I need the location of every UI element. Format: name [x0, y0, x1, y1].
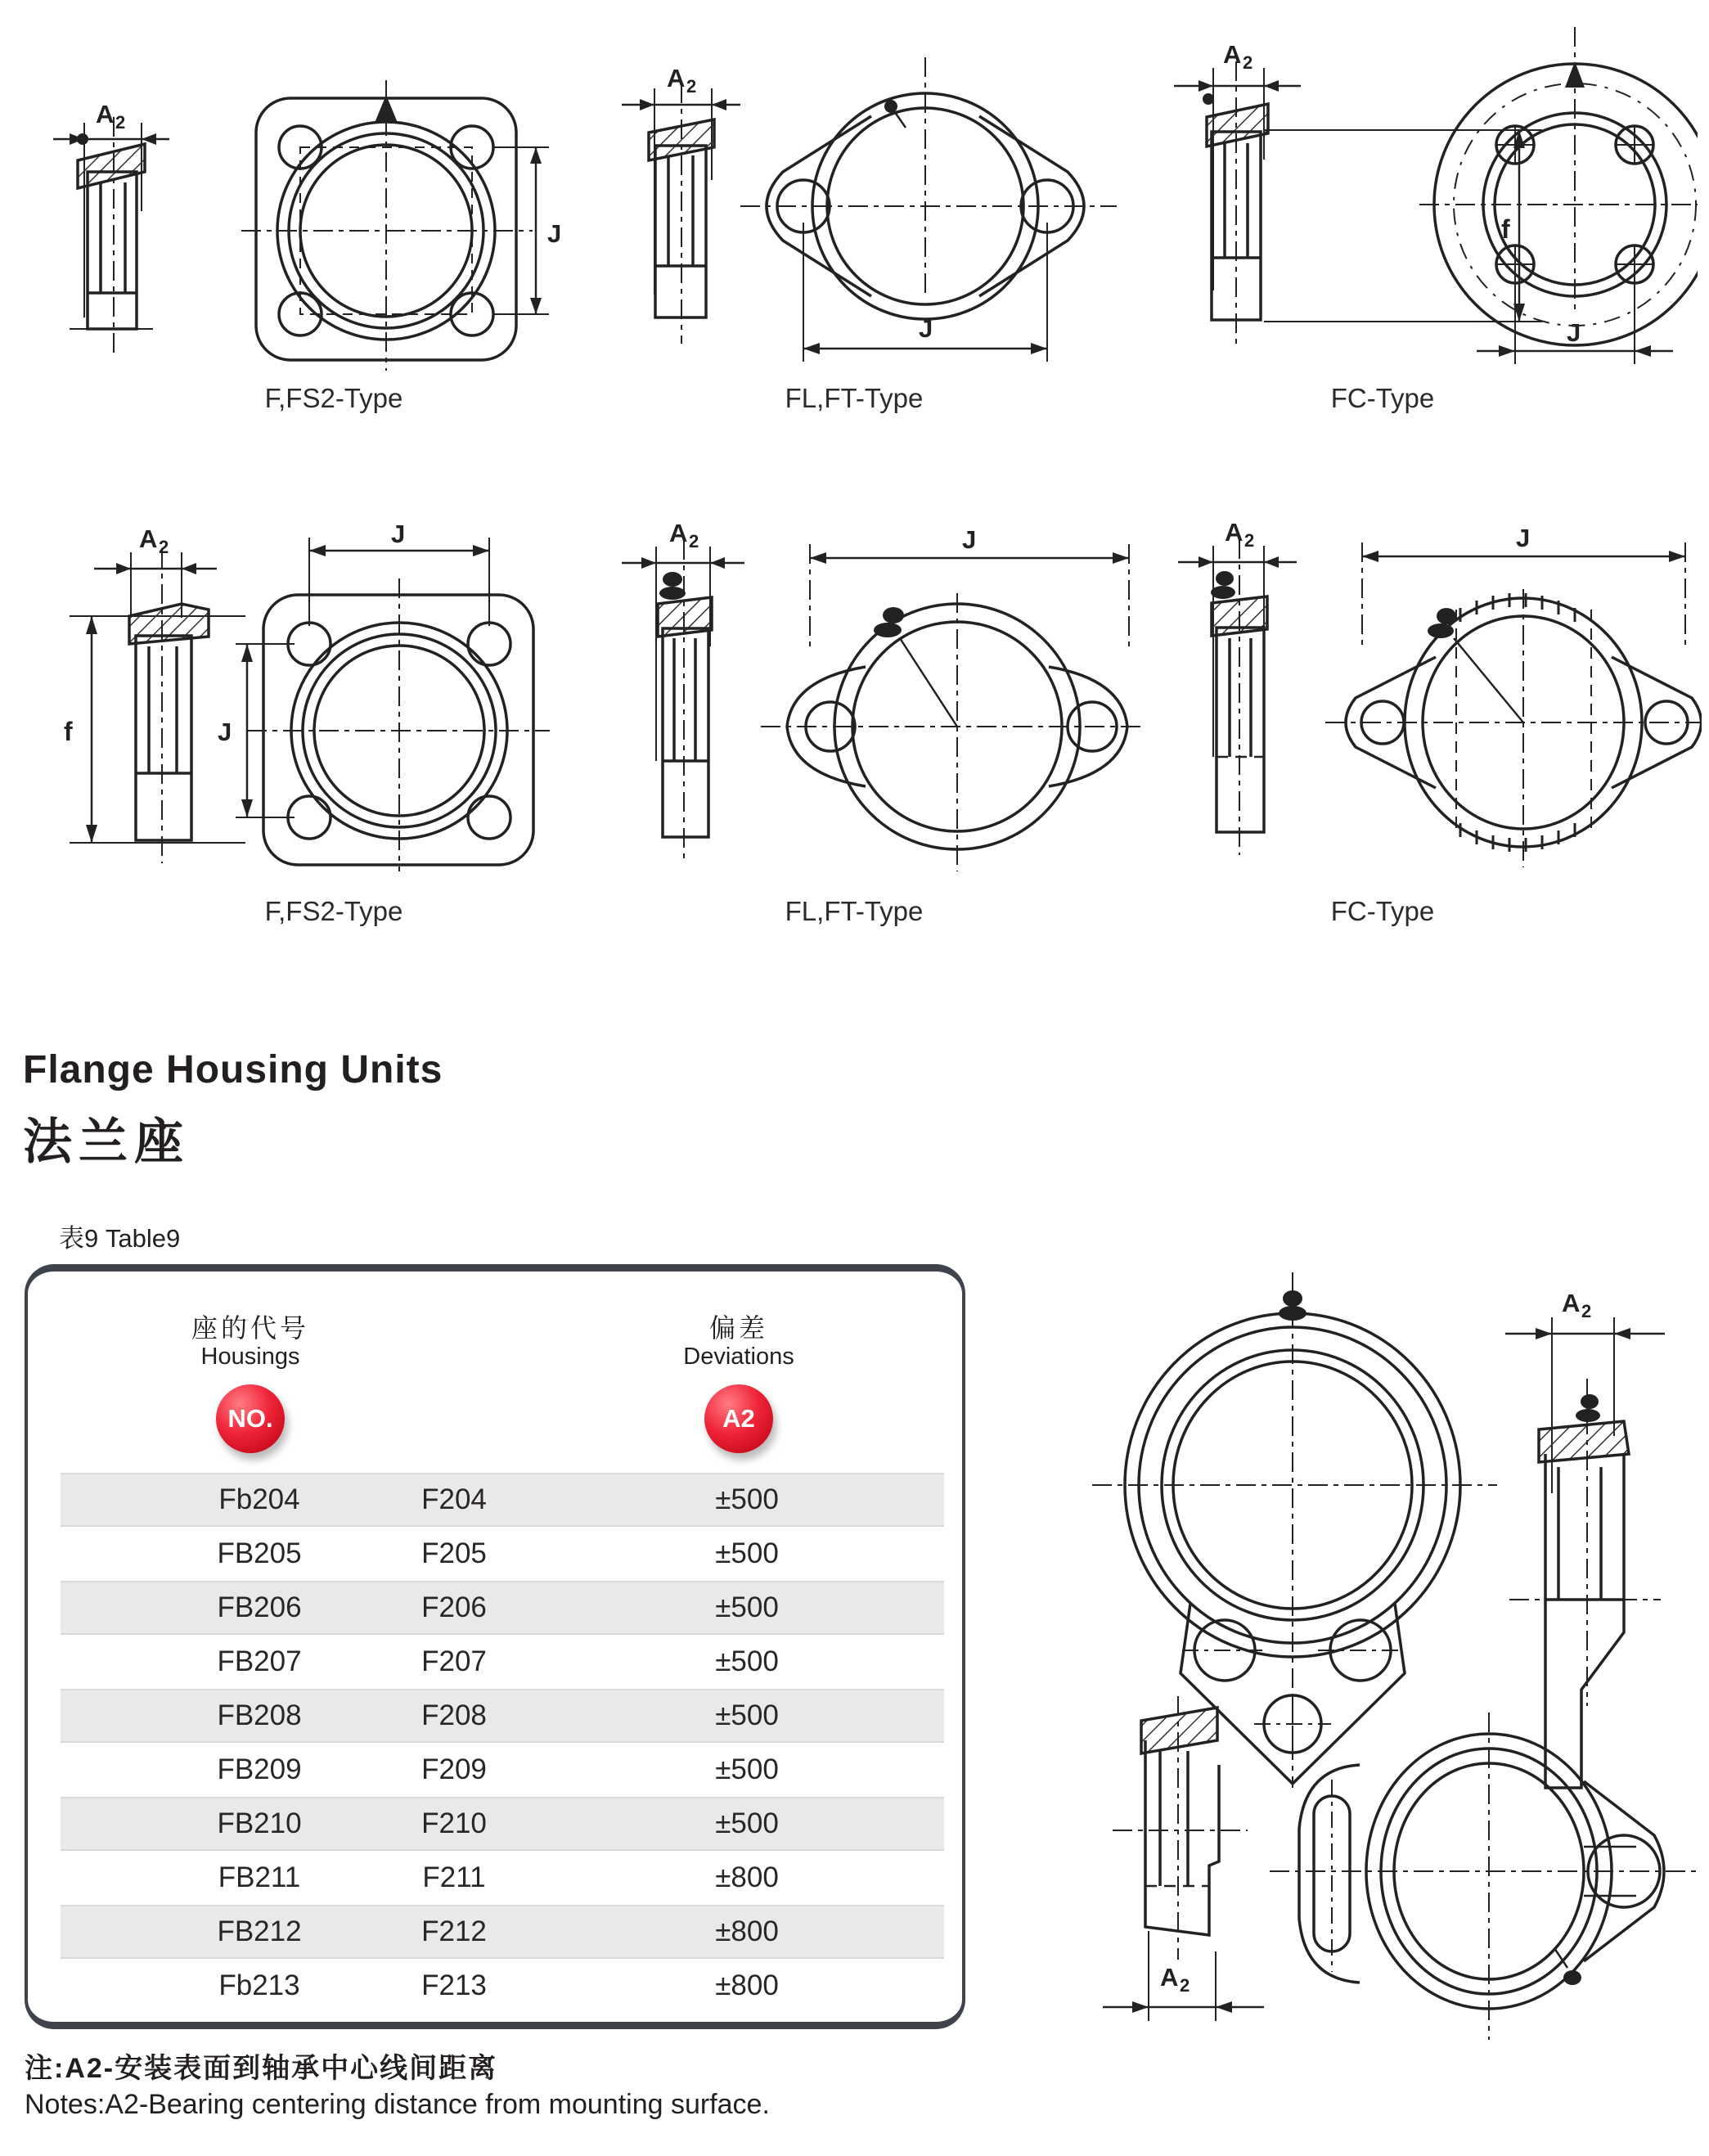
deviation-value: ±500 [715, 1699, 779, 1731]
dim-label-a-sub: 2 [1581, 1301, 1592, 1321]
header-deviations-en: Deviations [683, 1344, 794, 1370]
table-row [61, 1851, 944, 1905]
dim-label-a-sub: 2 [1243, 52, 1253, 73]
note-zh: 注:A2-安装表面到轴承中心线间距离 [25, 2053, 498, 2084]
housing-code-f: F207 [421, 1645, 487, 1677]
dim-label-a-sub: 2 [159, 537, 169, 557]
figure-caption: FL,FT-Type [785, 896, 924, 926]
table-row [61, 1743, 944, 1797]
housing-code-f: F205 [421, 1537, 487, 1569]
housing-code-f: F212 [421, 1915, 487, 1947]
dim-label-f: f [1501, 214, 1510, 244]
drawing-fc-row2 [1166, 511, 1702, 867]
dim-label-f: f [64, 717, 73, 746]
table-row [61, 1905, 944, 1959]
table-row [61, 1959, 944, 2013]
dim-label-j: J [1567, 318, 1581, 347]
figure-caption: FC-Type [1330, 896, 1435, 926]
housing-code-fb: FB211 [218, 1861, 301, 1893]
figure-caption: F,FS2-Type [264, 383, 403, 413]
dim-label-a-sub: 2 [686, 76, 697, 97]
housing-code-fb: FB205 [217, 1537, 302, 1569]
page-title-en: Flange Housing Units [23, 1048, 443, 1092]
deviation-value: ±800 [715, 1915, 779, 1947]
dim-label-j: J [1516, 524, 1531, 552]
drawing-takeup-flange [1064, 1690, 1698, 2058]
housing-code-fb: FB207 [217, 1645, 302, 1677]
header-deviations-zh: 偏差 [708, 1313, 769, 1343]
drawing-f-fs2-row2 [57, 520, 573, 871]
dim-label-j: J [547, 219, 562, 248]
deviation-value: ±500 [715, 1807, 779, 1839]
dim-label-a: A [139, 524, 158, 553]
housing-code-f: F209 [421, 1753, 487, 1785]
table9-panel [25, 1264, 965, 2029]
housing-code-fb: Fb204 [218, 1483, 300, 1515]
dim-label-j: J [391, 520, 406, 548]
note-en: Notes:A2-Bearing centering distance from mounting surface. [25, 2089, 770, 2120]
header-housings-zh: 座的代号 [191, 1313, 310, 1343]
table-row [61, 1473, 944, 1527]
housing-code-f: F213 [421, 1969, 487, 2001]
page-title-zh: 法兰座 [23, 1114, 190, 1169]
drawing-fc-row1 [1149, 20, 1698, 372]
deviation-value: ±800 [715, 1861, 779, 1893]
dim-label-a-sub: 2 [1180, 1975, 1190, 1996]
table-rows [61, 1473, 944, 2013]
deviation-value: ±500 [715, 1753, 779, 1785]
deviation-value: ±800 [715, 1969, 779, 2001]
table-label: 表9 Table9 [59, 1224, 181, 1253]
housing-code-fb: FB208 [217, 1699, 302, 1731]
deviation-value: ±500 [715, 1591, 779, 1623]
drawing-fl-ft-row2 [605, 515, 1145, 871]
table-row [61, 1635, 944, 1689]
dim-label-j: J [962, 525, 977, 554]
dim-label-a: A [669, 519, 688, 547]
figure-caption: F,FS2-Type [264, 896, 403, 926]
housing-code-f: F208 [421, 1699, 487, 1731]
dim-label-a: A [1562, 1289, 1581, 1317]
dim-label-a-sub: 2 [689, 531, 699, 551]
housing-code-fb: FB210 [217, 1807, 302, 1839]
housing-code-f: F204 [421, 1483, 487, 1515]
housing-code-f: F210 [421, 1807, 487, 1839]
figure-caption: FL,FT-Type [785, 383, 924, 413]
housing-code-fb: FB206 [217, 1591, 302, 1623]
deviation-value: ±500 [715, 1645, 779, 1677]
table-row [61, 1581, 944, 1635]
dim-label-a: A [96, 100, 115, 128]
no-badge: NO. [216, 1384, 285, 1453]
dim-label-j: J [218, 718, 232, 746]
dim-label-a: A [1225, 518, 1244, 547]
drawing-f-fs2-row1 [45, 47, 569, 371]
housing-code-fb: Fb213 [218, 1969, 300, 2001]
deviation-value: ±500 [715, 1483, 779, 1515]
dim-label-a: A [667, 64, 686, 92]
deviation-value: ±500 [715, 1537, 779, 1569]
dim-label-a-sub: 2 [1244, 530, 1255, 551]
header-housings-en: Housings [200, 1344, 300, 1370]
housing-code-fb: FB212 [217, 1915, 302, 1947]
table-row [61, 1527, 944, 1581]
dim-label-j: J [919, 314, 933, 343]
housing-code-f: F211 [422, 1861, 486, 1893]
dim-label-a: A [1160, 1963, 1179, 1992]
table-row [61, 1689, 944, 1743]
dim-label-a-sub: 2 [115, 112, 126, 133]
dim-label-a: A [1223, 40, 1242, 69]
table-row [61, 1797, 944, 1851]
figure-caption: FC-Type [1330, 383, 1435, 413]
drawing-fl-ft-row1 [609, 49, 1117, 375]
housing-code-f: F206 [421, 1591, 487, 1623]
housing-code-fb: FB209 [217, 1753, 302, 1785]
a2-badge: A2 [704, 1384, 773, 1453]
